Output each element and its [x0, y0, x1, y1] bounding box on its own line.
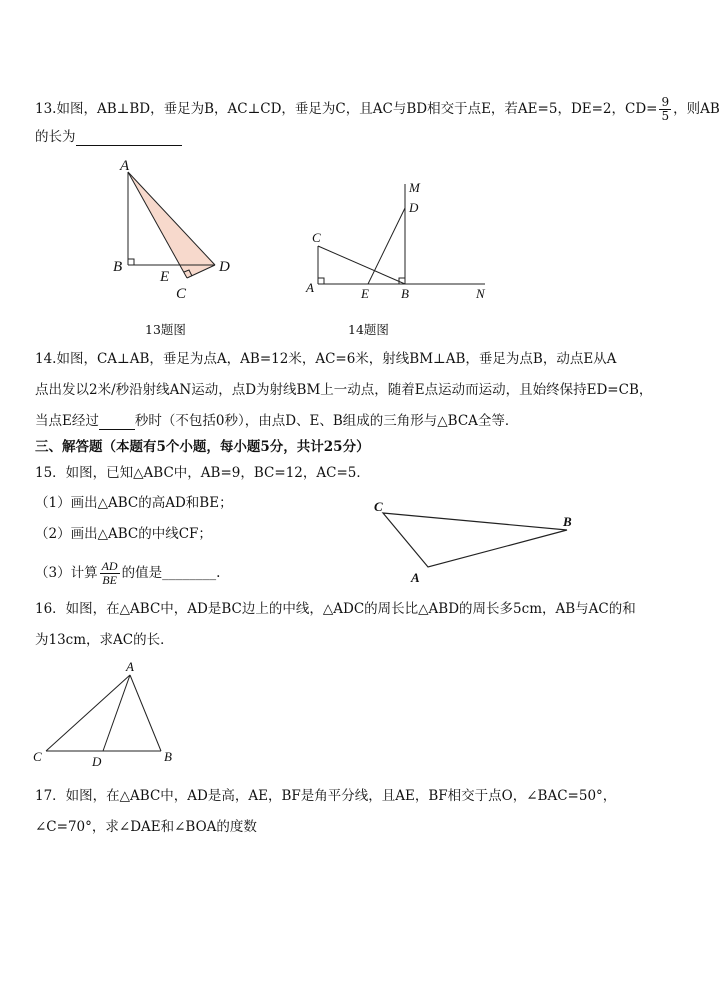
q15-part3 — [35, 560, 220, 587]
q14-line3 — [35, 412, 518, 430]
fig13-label-a: A — [120, 158, 130, 174]
fig13-label-c: C — [176, 286, 187, 302]
q15-frac-den: BE — [102, 573, 117, 587]
q16-line1: 16．如图，在△ABC中，AD是BC边上的中线，△ADC的周长比△ABD的周长多5cm，AB与AC的和 — [35, 601, 636, 617]
q14-answer-blank — [99, 415, 135, 430]
q13-text-c: 的长为 — [35, 129, 76, 145]
q14-text-a: 当点E经过 — [35, 413, 99, 429]
fig14-label-b: B — [401, 286, 409, 301]
q15-text-b: 的值是________. — [121, 565, 221, 581]
fig13-label-d: D — [219, 259, 230, 275]
q13-frac-num: 9 — [661, 95, 670, 109]
q15-fraction — [100, 560, 120, 587]
fig15-triangle — [383, 513, 567, 567]
q17-line1: 17．如图，在△ABC中，AD是高，AE，BF是角平分线，且AE，BF相交于点O，∠BAC=50°， — [35, 788, 617, 804]
q14-line1: 14.如图，CA⊥AB，垂足为点A，AB=12米，AC=6米，射线BM⊥AB，垂足为点B，动点E从A — [35, 351, 617, 367]
q13-frac-den: 5 — [661, 109, 670, 123]
fig14-label-a: A — [306, 280, 314, 295]
fig16-segment-ac — [46, 675, 130, 751]
fig16-label-b: B — [164, 749, 172, 764]
fig16-label-c: C — [33, 749, 42, 764]
fig14-segment-cb — [318, 246, 405, 284]
section-3-title: 三、解答题（本题有5个小题，每小题5分，共计25分） — [35, 439, 370, 455]
q15-frac-num: AD — [101, 559, 118, 573]
fig16-median-ad — [103, 675, 130, 751]
q13-text-a: 13.如图，AB⊥BD，垂足为B，AC⊥CD，垂足为C，且AC与BD相交于点E，若AE=5，DE=2，CD= — [35, 101, 658, 117]
fig14-label-c: C — [312, 230, 321, 245]
fig14-label-m: M — [409, 180, 420, 195]
fig14-label-n: N — [476, 286, 485, 301]
fig16-label-a: A — [126, 659, 134, 674]
fig16-segment-ab — [130, 675, 161, 751]
fig15-label-c: C — [374, 499, 383, 514]
fig13-caption: 13题图 — [145, 322, 186, 337]
fig13-shaded-triangle — [128, 172, 215, 278]
q14-line2: 点出发以2米/秒沿射线AN运动，点D为射线BM上一动点，随着E点运动而运动，且始终保持ED=CB， — [35, 382, 653, 398]
fig14-label-e: E — [361, 286, 369, 301]
q15-part2: （2）画出△ABC的中线CF； — [35, 526, 212, 542]
fig13-right-angle-b — [128, 259, 134, 265]
fig14-segment-ed — [368, 208, 405, 284]
q17-line2: ∠C=70°，求∠DAE和∠BOA的度数 — [35, 819, 257, 835]
q14-text-b: 秒时（不包括0秒），由点D、E、B组成的三角形与△BCA全等． — [134, 413, 519, 429]
fig14-label-d: D — [409, 200, 419, 215]
fig16-label-d: D — [92, 754, 102, 769]
fig15-label-a: A — [411, 570, 420, 585]
fig14-caption: 14题图 — [348, 322, 389, 337]
q15-text-a: （3）计算 — [35, 565, 98, 581]
q16-line2: 为13cm，求AC的长． — [35, 632, 174, 648]
q13-text-b: ，则AB — [673, 101, 720, 117]
fig15-label-b: B — [563, 514, 572, 529]
fig13-label-b: B — [113, 259, 123, 275]
q15-line1: 15．如图，已知△ABC中，AB=9，BC=12，AC=5． — [35, 465, 370, 481]
q15-part1: （1）画出△ABC的高AD和BE； — [35, 495, 233, 511]
fig14-right-angle-a — [318, 278, 324, 284]
fig13-label-e: E — [160, 269, 170, 285]
